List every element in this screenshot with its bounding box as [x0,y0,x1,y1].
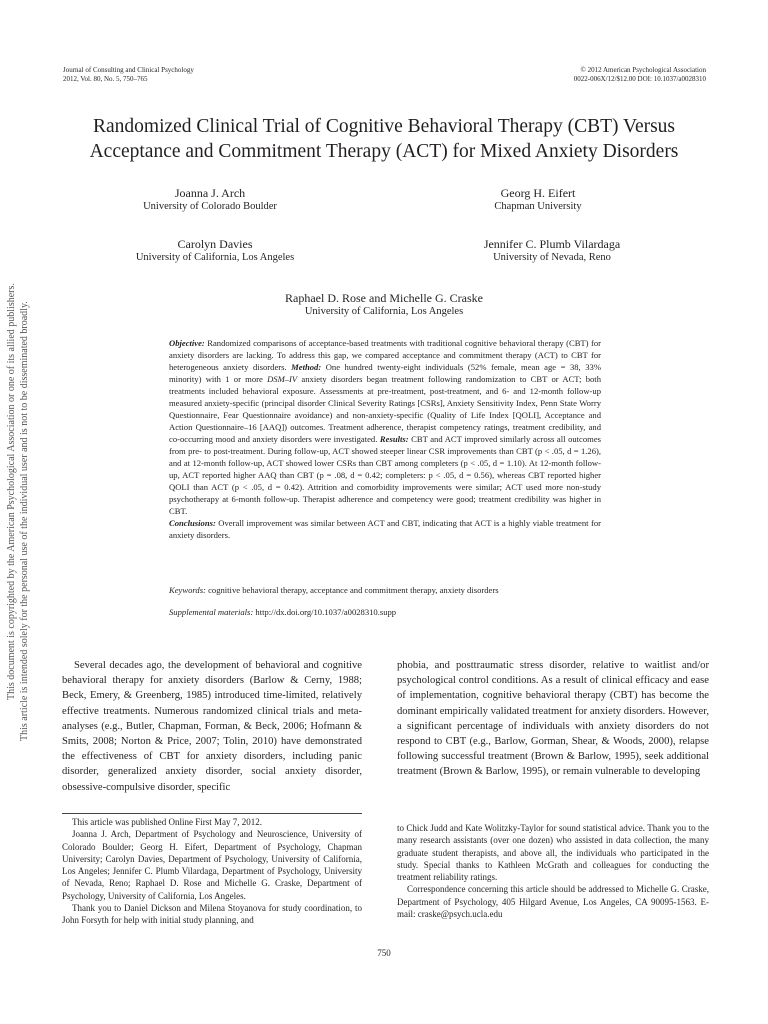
journal-volume: 2012, Vol. 80, No. 5, 750–765 [63,75,148,83]
supplemental-link[interactable]: http://dx.doi.org/10.1037/a0028310.supp [255,607,397,617]
copyright-line: © 2012 American Psychological Association [580,66,706,74]
author-affiliation: University of California, Los Angeles [304,306,464,317]
abstract-objective: Randomized comparisons of acceptance-based treatments with traditional cognitive behavioral therapy (CBT) for anxiety disorders are lacking. To address this gap, we compared acceptance and commitment therapy (ACT) to CBT for heterogeneous anxiety disorders. [169,338,601,372]
author-name: Jennifer C. Plumb Vilardaga [483,237,621,251]
body-column-right: phobia, and posttraumatic stress disorder, relative to waitlist and/or psychological control conditions. As a result of clinical efficacy and ease of implementation, cognitive behavioral therapy (CBT) has become the dominant empirically validated treatment for anxiety disorders. However, a significant percentage of individuals with anxiety disorders do not respond to CBT (e.g., Barlow, Gorman, Shear, & Woods, 2000), relapse following successful treatment (Brown & Barlow, 1995), seek additional treatment (Brown & Barlow, 1995), or remain vulnerable to developing [397,660,709,778]
footnotes-right [397,822,709,920]
footnote-paragraph: This article was published Online First May 7, 2012. [72,817,262,827]
abstract-method-label: Method: [291,362,322,372]
title-line-1: Randomized Clinical Trial of Cognitive Behavioral Therapy (CBT) Versus [92,116,676,137]
body-column-left: Several decades ago, the development of behavioral and cognitive behavioral therapy for anxiety disorders (Barlow & Cerny, 1988; Beck, Emery, & Greenberg, 1985) introduced time-limited, relatively effective treatments. Numerous randomized clinical trials and meta-analyses (e.g., Butler, Chapman, Forman, & Beck, 2006; Hofmann & Smits, 2008; Norton & Price, 2007; Tolin, 2010) have demonstrated the effectiveness of CBT for anxiety disorders, including panic disorder, generalized anxiety disorder, social anxiety disorder, obsessive-compulsive disorder, specific [62,660,362,793]
copyright-header [574,66,706,84]
abstract-method-b: anxiety disorders began treatment following randomization to CBT or ACT; both treatments included behavioral exposure. Assessments at pre-treatment, post-treatment, and 6- and 12-month follow-up measured anxiety-specific (principal disorder Clinical Severity Ratings [CSRs], Anxiety Sensitivity Index, Penn State Worry Questionnaire, Fear Questionnaire avoidance) and non-anxiety-specific (Quality of Life Index [QOLI], Acceptance and Action Questionnaire–16 [AAQ]) outcomes. Treatment adherence, therapist competency ratings, treatment credibility, and co-occurring mood and anxiety disorders were investigated. [169,374,601,444]
author-block-5 [234,292,534,318]
abstract-results-label: Results: [379,434,409,444]
author-block-3 [85,238,345,264]
abstract-conclusions: Overall improvement was similar between ACT and CBT, indicating that ACT is a highly viable treatment for anxiety disorders. [169,518,601,540]
keywords-label: Keywords: [169,585,206,595]
author-affiliation: Chapman University [494,201,582,212]
abstract-method-dsm: DSM–IV [267,374,298,384]
page-number: 750 [377,948,391,958]
footnotes-left [62,816,362,927]
footnote-paragraph: Joanna J. Arch, Department of Psychology and Neuroscience, University of Colorado Boulder; Georg H. Eifert, Department of Psychology, Chapman University; Carolyn Davies, Department of Psychology, University of California, Los Angeles; Jennifer C. Plumb Vilardaga, Department of Psychology, University of Nevada, Reno; Raphael D. Rose and Michelle G. Craske, Department of Psychology, University of California, Los Angeles. [62,829,362,901]
author-affiliation: University of Colorado Boulder [143,201,277,212]
side-notice-line-1: This document is copyrighted by the American Psychological Association or one of its allied publishers. [6,283,17,700]
supplemental-label: Supplemental materials: [169,607,254,617]
doi-line: 0022-006X/12/$12.00 DOI: 10.1037/a0028310 [573,75,706,83]
abstract-results: CBT and ACT improved similarly across all outcomes from pre- to post-treatment. During follow-up, ACT showed steeper linear CSR improvements than CBT (p < .05, d = 1.26), and at 12-month follow-up, ACT showed lower CSRs than CBT among completers (p < .05, d = 1.10). At 12-month follow-up, ACT reported higher AAQ than CBT (p = .08, d = 0.42; completers: p < .05, d = 0.56), whereas CBT reported higher QOLI than ACT (p < .05, d = 0.42). Attrition and comorbidity improvements were similar; ACT used more non-study psychotherapy at 6-month follow-up. Therapist adherence and competency were good; treatment credibility was higher in CBT. [169,434,601,516]
abstract-conclusions-label: Conclusions: [169,518,216,528]
journal-header [63,66,194,84]
supplemental-materials [169,606,601,618]
keywords-text: cognitive behavioral therapy, acceptance and commitment therapy, anxiety disorders [208,585,499,595]
author-block-2 [408,187,668,213]
title-line-2: Acceptance and Commitment Therapy (ACT) for Mixed Anxiety Disorders [89,141,679,162]
abstract-objective-label: Objective: [169,338,205,348]
article-title [40,114,728,164]
abstract-method-a: One hundred twenty-eight individuals (52% female, mean age = 38, 33% minority) with 1 or more [169,362,601,384]
keywords [169,584,601,596]
side-notice-line-2: This article is intended solely for the personal use of the individual user and is not to be disseminated broadly. [19,301,30,741]
copyright-side-notice [0,0,45,1024]
footnote-paragraph: Thank you to Daniel Dickson and Milena Stoyanova for study coordination, to John Forsyth for help with initial study planning, and [62,903,362,926]
author-affiliation: University of Nevada, Reno [493,252,611,263]
abstract [169,337,601,541]
author-block-1 [80,187,340,213]
footnote-divider [62,813,362,814]
author-name: Raphael D. Rose and Michelle G. Craske [285,291,483,305]
author-name: Carolyn Davies [177,237,253,251]
author-affiliation: University of California, Los Angeles [135,252,295,263]
author-block-4 [422,238,682,264]
author-name: Joanna J. Arch [174,186,246,200]
author-name: Georg H. Eifert [500,186,576,200]
footnote-paragraph: Correspondence concerning this article should be addressed to Michelle G. Craske, Department of Psychology, 405 Hilgard Avenue, Los Angeles, CA 90095-1563. E-mail: craske@psych.ucla.edu [397,884,709,920]
journal-name: Journal of Consulting and Clinical Psychology [63,66,194,74]
footnote-paragraph: to Chick Judd and Kate Wolitzky-Taylor for sound statistical advice. Thank you to the many research assistants (over one dozen) who assisted in data collection, the many graduate student therapists, and above all, the individuals who participated in the study. Special thanks to Kathleen McGrath and colleagues for conducting the treatment reliability ratings. [397,823,709,883]
